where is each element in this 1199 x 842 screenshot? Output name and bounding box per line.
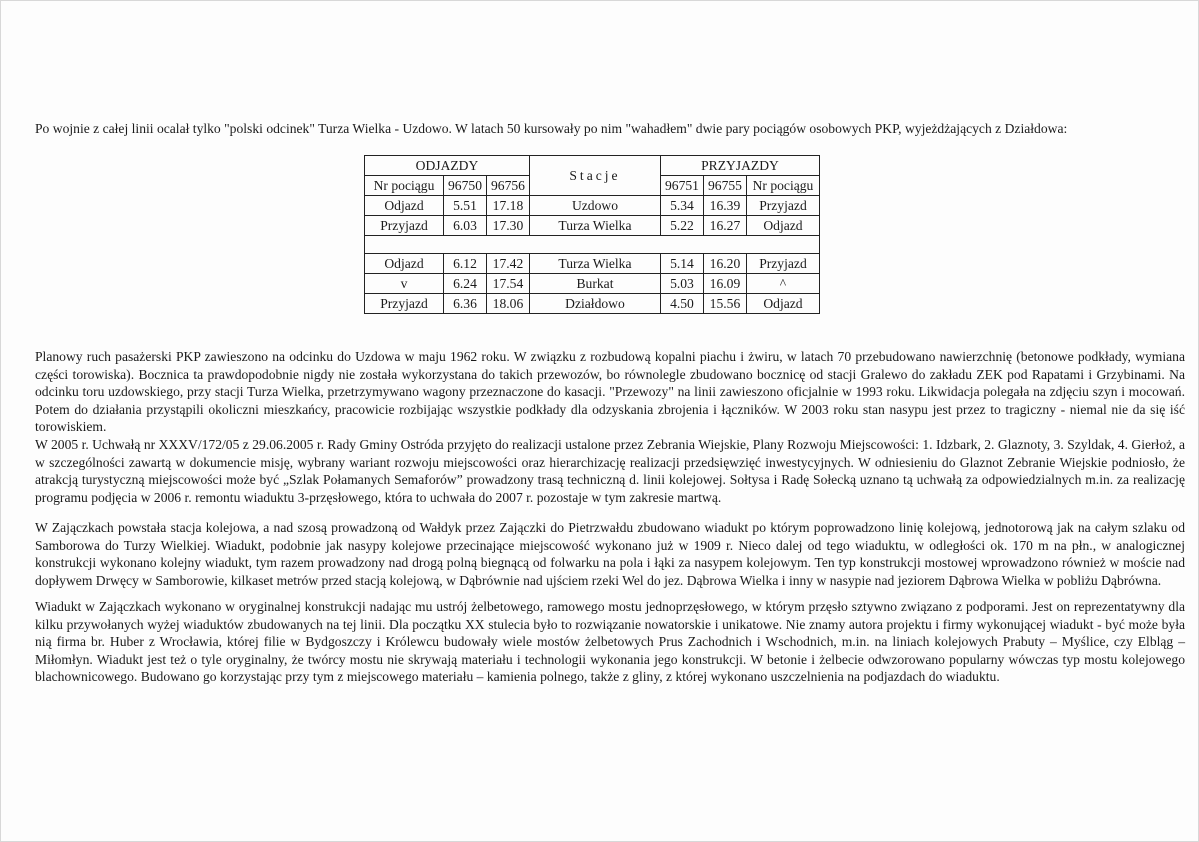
table-row xyxy=(365,216,820,236)
timetable xyxy=(364,155,820,314)
cell-time: 6.36 xyxy=(444,294,487,314)
cell-time: 17.30 xyxy=(486,216,529,236)
cell-time: 15.56 xyxy=(703,294,746,314)
paragraph-station: W Zajączkach powstała stacja kolejowa, a nad szosą prowadzoną od Wałdyk przez Zajączki do Pietrzwałdu zbudowano wiadukt po którym poprowadzono linię kolejową, jednotorową jak na całym szlaku od Samborowa do Turzy Wielkiej. Wiadukt, podobnie jak nasypy kolejowe przecinające miejscowość wykonano już w 1909 r. Nieco dalej od tego wiaduktu, w odległości ok. 170 m na płn., w analogicznej konstrukcji wykonano kolejny wiadukt, tym razem prowadzony nad drogą polną biegnącą od folwarku na pola i łąki za nasypem kolejowym. Ten typ konstrukcji mostowej wprowadzono również w moście nad dopływem Drwęcy w Samborowie, kilkaset metrów przed stacją kolejową, w Dąbrównie nad ujściem rzeki Wel do jez. Dąbrowa Wielka i inny w nasypie nad jeziorem Dąbrowa Wielka w pobliżu Dąbrówna. xyxy=(35,520,1185,588)
table-row xyxy=(365,254,820,274)
cell-time: 16.09 xyxy=(703,274,746,294)
cell-time: 16.27 xyxy=(703,216,746,236)
cell-action: Przyjazd xyxy=(746,254,819,274)
paragraph-viaduct: Wiadukt w Zajączkach wykonano w oryginalnej konstrukcji nadając mu ustrój żelbetowego, ramowego mostu jednoprzęsłowego, w którym przęsło sztywno związano z podporami. Jest on reprezentatywny dla kilku przywołanych wyżej wiaduktów zbudowanych na tej linii. Dla początku XX stulecia było to rozwiązanie nowatorskie i unikatowe. Nie znamy autora projektu i firmy wykonującej wiadukt - być może była nią firma br. Huber z Wrocławia, której filie w Bydgoszczy i Królewcu budowały wiele mostów żelbetowych Prus Zachodnich i Wschodnich, m.in. na liniach kolejowych Prabuty – Myślice, czy Elbląg – Miłomłyn. Wiadukt jest też o tyle oryginalny, że twórcy mostu nie skrywają materiału i technologii wykonania jego konstrukcji. W betonie i żelbecie odwzorowano popularny wówczas typ mostu kolejowego blachownicowego. Budowano go korzystając przy tym z miejscowego materiału – kamienia polnego, także z gliny, z której wykonano uszczelnienia na podjazdach do wiaduktu. xyxy=(35,599,1185,685)
cell-time: 5.03 xyxy=(660,274,703,294)
cell-time: 5.34 xyxy=(660,196,703,216)
cell-station: Turza Wielka xyxy=(529,254,660,274)
cell-action: Przyjazd xyxy=(746,196,819,216)
cell-time: 17.42 xyxy=(486,254,529,274)
cell-time: 17.18 xyxy=(486,196,529,216)
cell-action: Odjazd xyxy=(365,254,444,274)
cell-time: 6.03 xyxy=(444,216,487,236)
train-number: 96751 xyxy=(660,176,703,196)
table-row xyxy=(365,196,820,216)
train-number: 96755 xyxy=(703,176,746,196)
train-number: 96750 xyxy=(444,176,487,196)
paragraph-resolution: W 2005 r. Uchwałą nr XXXV/172/05 z 29.06.2005 r. Rady Gminy Ostróda przyjęto do realizacji ustalone przez Zebrania Wiejskie, Plany Rozwoju Miejscowości: 1. Idzbark, 2. Glaznoty, 3. Szyldak, 4. Gierłoż, a w szczególności zawartą w dokumencie misję, wybrany wariant rozwoju miejscowości oraz hierarchizację realizacji przedsięwzięć inwestycyjnych. W odniesieniu do Glaznot Zebranie Wiejskie podniosło, że atrakcją turystyczną miejscowości może być „Szlak Połamanych Semaforów” prowadzony trasą techniczną d. linii kolejowej. Sołtysa i Radę Sołecką uznano tą uchwałą za odpowiedzialnych m.in. za realizację programu podjęcia w 2006 r. remontu wiaduktu 3-przęsłowego, która to uchwała do 2007 r. pozostaje w tym zakresie martwą. xyxy=(35,437,1185,505)
nr-pociagu-left: Nr pociągu xyxy=(365,176,444,196)
cell-action: Odjazd xyxy=(365,196,444,216)
cell-time: 18.06 xyxy=(486,294,529,314)
cell-station: Działdowo xyxy=(529,294,660,314)
cell-time: 16.20 xyxy=(703,254,746,274)
cell-station: Burkat xyxy=(529,274,660,294)
cell-action: Odjazd xyxy=(746,216,819,236)
intro-text: Po wojnie z całej linii ocalał tylko "polski odcinek" Turza Wielka - Uzdowo. W latach 50 kursowały po nim "wahadłem" dwie pary pociągów osobowych PKP, wyjeżdżających z Działdowa: xyxy=(35,121,1068,136)
paragraph-history: Planowy ruch pasażerski PKP zawieszono na odcinku do Uzdowa w maju 1962 roku. W związku z rozbudową kopalni piachu i żwiru, w latach 70 przebudowano nawierzchnię (betonowe podkłady, wymiana części torowiska). Bocznica ta prawdopodobnie nigdy nie została wykorzystana do takich przewozów, bo równolegle zbudowano bocznicę od stacji Gralewo do zakładu ZEK pod Rapatami i Grzybinami. Na odcinku toru uzdowskiego, przy stacji Turza Wielka, przetrzymywano wagony przeznaczone do kasacji. "Przewozy" na linii zawieszono oficjalnie w 1993 roku. Likwidacja polegała na zdjęciu szyn i mocowań. Potem do działania przystąpili okoliczni mieszkańcy, pracowicie rozbijając wszystkie podkłady dla odzyskania zbrojenia i łączników. W 2003 roku stan nasypu jest przez to tragiczny - niemal nie da się iść torowiskiem. xyxy=(35,349,1185,435)
cell-time: 17.54 xyxy=(486,274,529,294)
table-row xyxy=(365,294,820,314)
nr-pociagu-right: Nr pociągu xyxy=(746,176,819,196)
table-gap-row xyxy=(365,236,820,254)
cell-time: 5.22 xyxy=(660,216,703,236)
cell-station: Turza Wielka xyxy=(529,216,660,236)
cell-time: 16.39 xyxy=(703,196,746,216)
cell-action: v xyxy=(365,274,444,294)
header-odjazdy: ODJAZDY xyxy=(365,156,530,176)
table-row xyxy=(365,274,820,294)
cell-action: ^ xyxy=(746,274,819,294)
table-header-row xyxy=(365,156,820,176)
cell-time: 6.24 xyxy=(444,274,487,294)
cell-time: 5.51 xyxy=(444,196,487,216)
cell-action: Przyjazd xyxy=(365,216,444,236)
gap-cell xyxy=(365,236,820,254)
cell-station: Uzdowo xyxy=(529,196,660,216)
train-number: 96756 xyxy=(486,176,529,196)
cell-time: 6.12 xyxy=(444,254,487,274)
header-przyjazdy: PRZYJAZDY xyxy=(660,156,819,176)
header-stacje: Stacje xyxy=(529,156,660,196)
cell-time: 4.50 xyxy=(660,294,703,314)
cell-time: 5.14 xyxy=(660,254,703,274)
cell-action: Przyjazd xyxy=(365,294,444,314)
cell-action: Odjazd xyxy=(746,294,819,314)
